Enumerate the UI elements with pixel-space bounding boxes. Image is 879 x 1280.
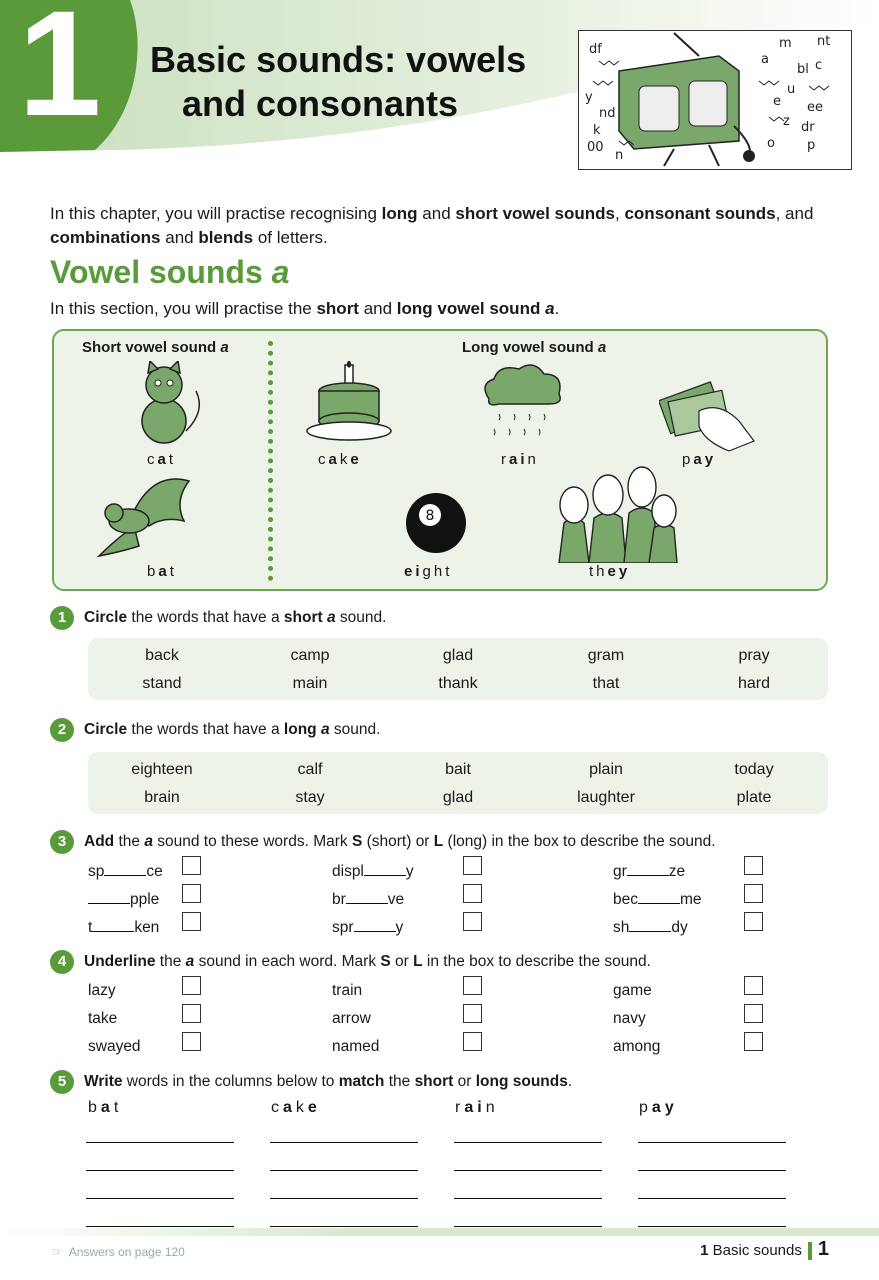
q3-text-4: (long) in the box to describe the sound. [443,833,716,851]
radio-icon [579,31,851,169]
answer-checkbox[interactable] [463,884,482,903]
cat-icon [128,361,208,446]
intro-text-6: of letters. [253,228,328,247]
word-eight: eight [404,563,453,580]
q4-word[interactable]: game [613,982,652,999]
blank-line[interactable] [638,890,680,904]
chapter-number: 1 [18,0,102,147]
money-hand-icon [659,371,759,456]
q1-row-1 [88,647,828,667]
q2-text-2: sound. [329,721,381,739]
q2-bold-1: Circle [84,721,128,739]
chapter-intro [50,202,830,250]
answer-checkbox[interactable] [744,1032,763,1051]
q2-word[interactable]: stay [295,789,325,806]
q1-word[interactable]: camp [290,647,330,664]
word-rain: rain [501,451,539,468]
answer-line[interactable] [86,1170,234,1171]
question-number-5: 5 [50,1070,74,1094]
q4-word[interactable]: named [332,1038,380,1055]
svg-text:m: m [779,36,792,51]
answer-checkbox[interactable] [463,856,482,875]
answer-line[interactable] [638,1170,786,1171]
svg-text:nt: nt [817,34,831,49]
svg-text:o: o [767,136,775,151]
intro-text-1: In this chapter, you will practise recognising [50,204,382,223]
q3-text-3: (short) or [362,833,434,851]
ball-number: 8 [425,508,435,524]
intro-text-4: , and [775,204,814,223]
answer-checkbox[interactable] [463,1032,482,1051]
q3-item: displ y [332,863,414,880]
blank-line[interactable] [629,918,671,932]
q3-item: pple [88,890,159,909]
answer-checkbox[interactable] [463,1004,482,1023]
sub-text-2: and [358,299,397,318]
section-subtitle [50,299,559,319]
people-group-icon [554,463,679,563]
q5-text-2: the [384,1073,415,1091]
bat-icon [94,471,194,561]
q1-bold-2: short [283,609,327,627]
answer-checkbox[interactable] [182,912,201,931]
answer-checkbox[interactable] [182,1032,201,1051]
answer-line[interactable] [454,1170,602,1171]
q1-word[interactable]: glad [442,647,474,664]
word-cake: cake [318,451,362,468]
answer-line[interactable] [454,1142,602,1143]
pointing-hand-icon: ☞ [52,1245,63,1259]
answer-line[interactable] [86,1142,234,1143]
q4-word[interactable]: lazy [88,982,116,999]
answer-line[interactable] [454,1226,602,1227]
answer-checkbox[interactable] [744,912,763,931]
q4-bold-l: L [413,953,423,971]
q3-item: sh dy [613,919,688,936]
sub-bold-letter: a [545,299,555,318]
svg-text:y: y [585,90,593,105]
answer-line[interactable] [270,1226,418,1227]
answer-checkbox[interactable] [744,976,763,995]
q3-item: t ken [88,919,160,936]
q1-bold-1: Circle [84,609,128,627]
q3-bold-l: L [433,833,444,851]
svg-text:n: n [615,148,624,163]
column-head-rain: rain [455,1099,499,1116]
q1-word[interactable]: gram [587,647,625,664]
question-4 [50,950,651,974]
q2-word[interactable]: laughter [577,789,635,806]
q4-bold-1: Underline [84,953,156,971]
q5-bold-2: match [338,1073,385,1091]
answer-line[interactable] [86,1226,234,1227]
q1-word[interactable]: stand [142,675,182,692]
footer-divider [808,1242,812,1260]
answer-checkbox[interactable] [182,856,201,875]
answers-text: Answers on page 120 [68,1245,185,1259]
intro-bold-2: short vowel sounds [455,204,616,223]
section-heading [50,254,289,291]
q4-text-1: the [155,953,186,971]
q4-word[interactable]: take [88,1010,118,1027]
answer-checkbox[interactable] [182,976,201,995]
answer-line[interactable] [270,1170,418,1171]
answer-line[interactable] [86,1198,234,1199]
intro-text-3: , [615,204,625,223]
rain-cloud-icon [479,359,569,444]
answer-line[interactable] [270,1142,418,1143]
answer-checkbox[interactable] [744,856,763,875]
q3-bold-1: Add [84,833,115,851]
footer-chapter-num: 1 [700,1242,709,1259]
svg-text:nd: nd [599,106,616,121]
q1-word-box [88,638,828,700]
intro-bold-5: blends [198,228,254,247]
q1-word[interactable]: that [592,675,620,692]
chapter-title-line1: Basic sounds: vowels [150,39,527,80]
radio-illustration [578,30,852,170]
q2-word[interactable]: today [734,761,774,778]
intro-bold-4: combinations [50,228,161,247]
q2-word[interactable]: bait [445,761,471,778]
intro-bold-3: consonant sounds [624,204,776,223]
answer-checkbox[interactable] [463,912,482,931]
intro-bold-1: long [381,204,418,223]
q2-bold-2: long [283,721,321,739]
q3-item: gr ze [613,863,686,880]
q4-text-2: sound in each word. Mark [194,953,381,971]
q4-word[interactable]: train [332,982,363,999]
q3-bold-s: S [351,833,363,851]
divider-dotted [268,341,273,581]
question-number-1: 1 [50,606,74,630]
q2-row-1 [88,761,828,781]
q2-word-box [88,752,828,814]
word-they: they [589,563,631,580]
q1-text-1: the words that have a [127,609,284,627]
blank-line[interactable] [627,862,669,876]
svg-text:df: df [589,42,602,57]
q3-text-1: the [114,833,145,851]
column-head-cake: cake [271,1099,321,1116]
svg-text:z: z [783,114,790,129]
q1-bold-letter: a [326,609,336,627]
page-number: 1 [817,1238,829,1260]
section-heading-text: Vowel sounds [50,254,272,290]
short-vowel-label [82,339,229,356]
q3-item: bec me [613,891,702,908]
question-number-4: 4 [50,950,74,974]
q1-word[interactable]: main [292,675,328,692]
chapter-title-line2: and consonants [182,83,459,124]
column-head-pay: pay [639,1099,678,1116]
word-pay: pay [682,451,717,468]
blank-line[interactable] [88,890,130,904]
blank-line[interactable] [104,862,146,876]
q1-word[interactable]: back [145,647,179,664]
answer-line[interactable] [638,1198,786,1199]
footer-chapter-name: Basic sounds [708,1242,802,1259]
svg-text:u: u [787,82,796,97]
question-number-3: 3 [50,830,74,854]
chapter-title [150,38,526,126]
answer-line[interactable] [638,1226,786,1227]
q5-bold-1: Write [84,1073,123,1091]
q1-text-2: sound. [335,609,387,627]
svg-text:e: e [773,94,781,109]
answer-checkbox[interactable] [463,976,482,995]
q4-bold-letter: a [185,953,195,971]
q3-item: sp ce [88,863,163,880]
q2-word[interactable]: glad [442,789,474,806]
q5-text-1: words in the columns below to [122,1073,339,1091]
svg-text:p: p [807,138,816,153]
svg-text:bl: bl [797,62,809,77]
q5-text-3: or [453,1073,476,1091]
q4-word[interactable]: among [613,1038,661,1055]
vowel-examples-box [52,329,828,591]
q1-word[interactable]: thank [438,675,478,692]
answer-checkbox[interactable] [744,884,763,903]
long-label-text: Long vowel sound [462,339,598,356]
eight-ball-icon [404,491,468,555]
blank-line[interactable] [354,918,396,932]
q4-text-3: or [390,953,414,971]
q2-text-1: the words that have a [127,721,284,739]
blank-line[interactable] [346,890,388,904]
q4-text-4: in the box to describe the sound. [422,953,651,971]
answer-line[interactable] [270,1198,418,1199]
q4-word[interactable]: arrow [332,1010,371,1027]
q1-word[interactable]: hard [737,675,771,692]
q5-text-4: . [567,1073,573,1091]
q2-word[interactable]: calf [297,761,323,778]
svg-text:ee: ee [807,100,823,115]
q4-word[interactable]: navy [613,1010,646,1027]
answer-checkbox[interactable] [744,1004,763,1023]
intro-text-2: and [417,204,456,223]
svg-text:dr: dr [801,120,815,135]
question-2 [50,718,380,742]
question-5 [50,1070,572,1094]
q3-item: spr y [332,919,404,936]
q4-word[interactable]: swayed [88,1038,141,1055]
q5-bold-4: long sounds [475,1073,568,1091]
sub-text-3: . [554,299,560,318]
answer-line[interactable] [638,1142,786,1143]
answer-checkbox[interactable] [182,1004,201,1023]
q2-word[interactable]: brain [144,789,180,806]
q3-text-2: sound to these words. Mark [152,833,352,851]
q1-word[interactable]: pray [738,647,770,664]
sub-bold-1: short [316,299,359,318]
q1-row-2 [88,675,828,695]
q2-word[interactable]: plain [589,761,623,778]
q2-word[interactable]: eighteen [131,761,193,778]
question-3 [50,830,716,854]
short-label-letter: a [220,339,229,356]
blank-line[interactable] [364,862,406,876]
long-label-letter: a [597,339,607,356]
intro-text-5: and [160,228,199,247]
question-1 [50,606,386,630]
answer-checkbox[interactable] [182,884,201,903]
long-vowel-label [462,339,606,356]
q3-bold-letter: a [144,833,153,851]
q5-bold-3: short [414,1073,454,1091]
word-cat: cat [147,451,177,468]
q3-item: br ve [332,891,405,908]
section-heading-letter: a [271,254,290,290]
svg-text:00: 00 [587,140,604,155]
sub-text-1: In this section, you will practise the [50,299,317,318]
footer-bar [0,1228,879,1236]
word-bat: bat [147,563,177,580]
q2-word[interactable]: plate [736,789,772,806]
svg-text:a: a [761,52,769,67]
q4-bold-s: S [380,953,391,971]
footer-page-info [700,1238,829,1261]
column-head-bat: bat [88,1099,123,1116]
svg-text:k: k [593,123,601,138]
sub-bold-2: long vowel sound [396,299,546,318]
answer-line[interactable] [454,1198,602,1199]
blank-line[interactable] [92,918,134,932]
q2-row-2 [88,789,828,809]
svg-text:c: c [815,58,823,73]
q2-bold-letter: a [320,721,330,739]
short-label-text: Short vowel sound [82,339,221,356]
question-number-2: 2 [50,718,74,742]
cake-icon [304,361,394,446]
footer-answers-ref [52,1245,185,1259]
